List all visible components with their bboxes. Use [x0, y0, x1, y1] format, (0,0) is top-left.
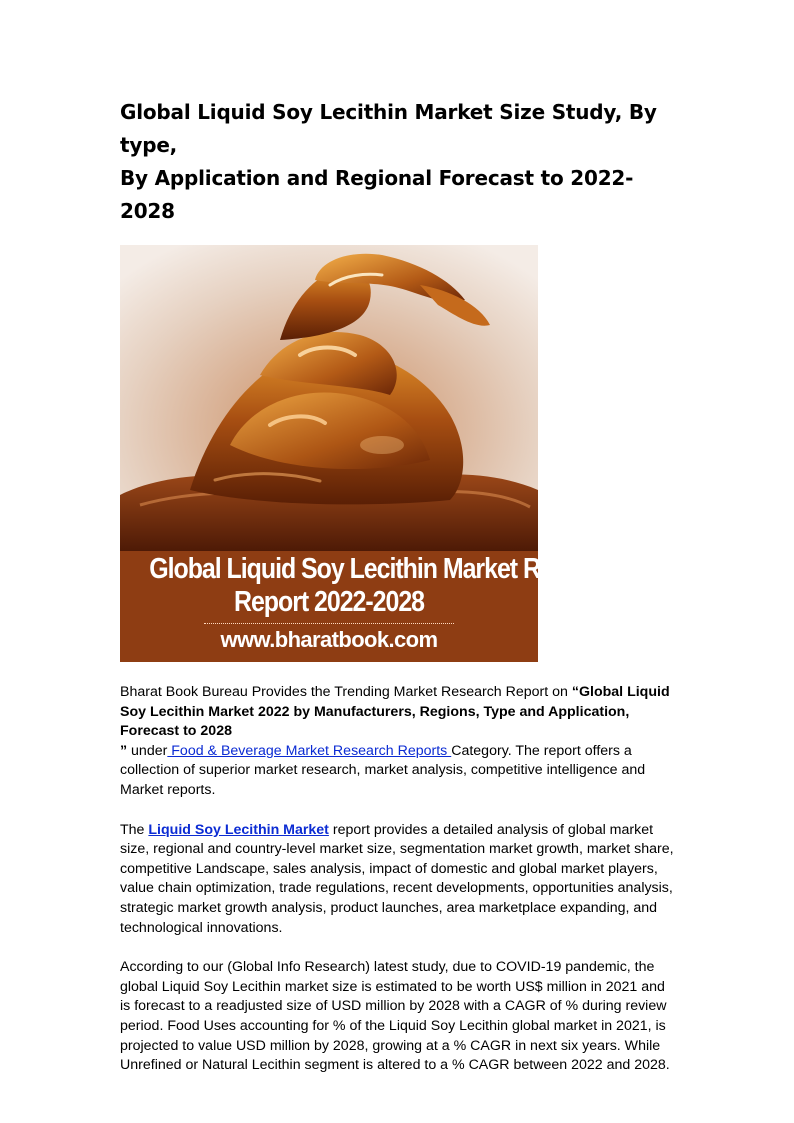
banner-line-2: Report 2022-2028 [233, 586, 425, 618]
intro-rest: Category. The report offers a collection of superior market research, market analysis, competitive intelligence and Market reports. [120, 742, 646, 798]
under-text: under [127, 742, 168, 759]
scope-rest: report provides a detailed analysis of global market size, regional and country-level market size, segmentation market growth, market share, competitive Landscape, sales analysis, impact of domestic and global market players, value chain optimization, trade regulations, recent developments, opportunities analysis, strategic market growth analysis, product launches, area marketplace expanding, and technological innovations. [120, 821, 674, 936]
market-link[interactable]: Liquid Soy Lecithin Market [148, 821, 329, 838]
document-title [120, 96, 676, 228]
banner-title [149, 551, 628, 619]
banner-url: www.bharatbook.com [220, 627, 438, 652]
liquid-lecithin-photo [120, 245, 538, 551]
report-title: “Global Liquid Soy Lecithin Market 2022 by Manufacturers, Regions, Type and Application, Forecast to 2028 [120, 684, 670, 740]
intro-text: Bharat Book Bureau Provides the Trending Market Research Report on [120, 684, 572, 700]
banner-line-1: Global Liquid Soy Lecithin Market Research [149, 553, 628, 585]
category-link[interactable]: Food & Beverage Market Research Reports [167, 742, 452, 759]
document-page [120, 96, 676, 1076]
banner-divider [204, 623, 454, 624]
intro-paragraph [120, 683, 676, 801]
study-text: According to our (Global Info Research) latest study, due to COVID-19 pandemic, the global Liquid Soy Lecithin market size is estimated to be worth US$ million in 2021 and is forecast to a readjusted size of USD million by 2028 with a CAGR of % during review period. Food Uses accounting for % of the Liquid Soy Lecithin global market in 2021, is projected to value USD million by 2028, growing at a % CAGR in next six years. While Unrefined or Natural Lecithin segment is altered to a % CAGR between 2022 and 2028. [120, 959, 670, 1074]
paragraph-gap [120, 801, 676, 821]
cover-banner [120, 551, 628, 662]
paragraph-gap [120, 938, 676, 958]
study-paragraph [120, 958, 676, 1076]
title-line-1: Global Liquid Soy Lecithin Market Size Study, By type, [120, 100, 657, 157]
title-line-2: By Application and Regional Forecast to 2022-2028 [120, 166, 634, 223]
close-quote: ” [120, 742, 128, 759]
scope-the: The [120, 821, 149, 838]
report-cover-image [120, 245, 628, 662]
scope-paragraph [120, 821, 676, 939]
